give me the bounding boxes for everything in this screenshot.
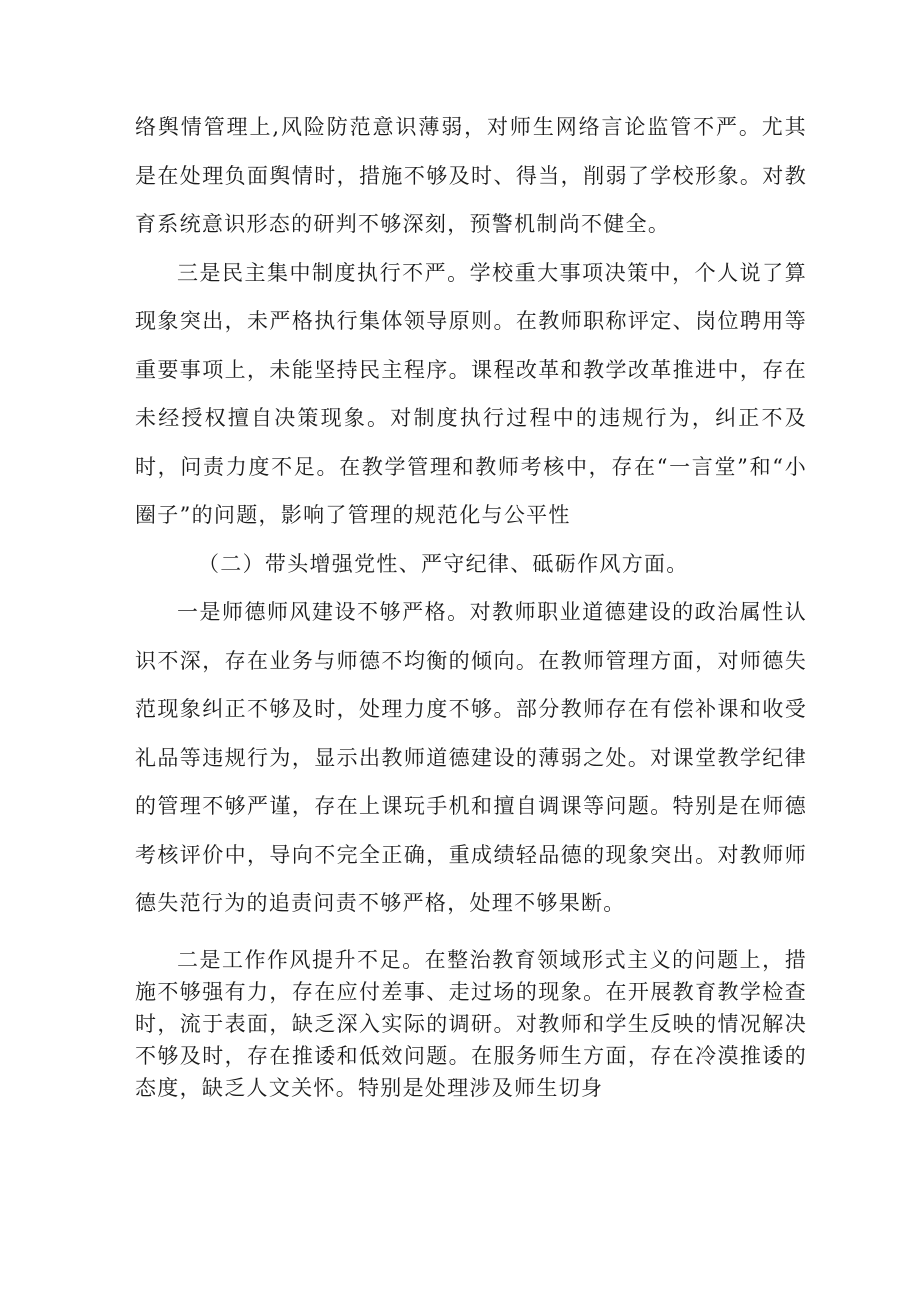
- paragraph-teacher-ethics: 一是师德师风建设不够严格。对教师职业道德建设的政治属性认识不深，存在业务与师德不均衡的倾向。在教师管理方面，对师德失范现象纠正不够及时，处理力度不够。部分教师存在有偿补课和收受礼品等违规行为，显示出教师道德建设的薄弱之处。对课堂教学纪律的管理不够严谨，存在上课玩手机和擅自调课等问题。特别是在师德考核评价中，导向不完全正确，重成绩轻品德的现象突出。对教师师德失范行为的追责问责不够严格，处理不够果断。: [135, 600, 807, 915]
- paragraph-democratic-centralism: 三是民主集中制度执行不严。学校重大事项决策中，个人说了算现象突出，未严格执行集体领导原则。在教师职称评定、岗位聘用等重要事项上，未能坚持民主程序。课程改革和教学改革推进中，存在未经授权擅自决策现象。对制度执行过程中的违规行为，纠正不及时，问责力度不足。在教学管理和教师考核中，存在“一言堂”和“小圈子”的问题，影响了管理的规范化与公平性: [135, 260, 807, 527]
- document-body: [135, 103, 807, 1105]
- section-heading-2: （二）带头增强党性、严守纪律、砥砺作风方面。: [198, 551, 689, 576]
- paragraph-continued-public-opinion: 络舆情管理上,风险防范意识薄弱，对师生网络言论监管不严。尤其是在处理负面舆情时，措施不够及时、得当，削弱了学校形象。对教育系统意识形态的研判不够深刻，预警机制尚不健全。: [135, 115, 807, 236]
- paragraph-work-style: 二是工作作风提升不足。在整治教育领域形式主义的问题上，措施不够强有力，存在应付差事、走过场的现象。在开展教育教学检查时，流于表面，缺乏深入实际的调研。对教师和学生反映的情况解决不够及时，存在推诿和低效问题。在服务师生方面，存在冷漠推诿的态度，缺乏人文关怀。特别是处理涉及师生切身: [135, 947, 807, 1101]
